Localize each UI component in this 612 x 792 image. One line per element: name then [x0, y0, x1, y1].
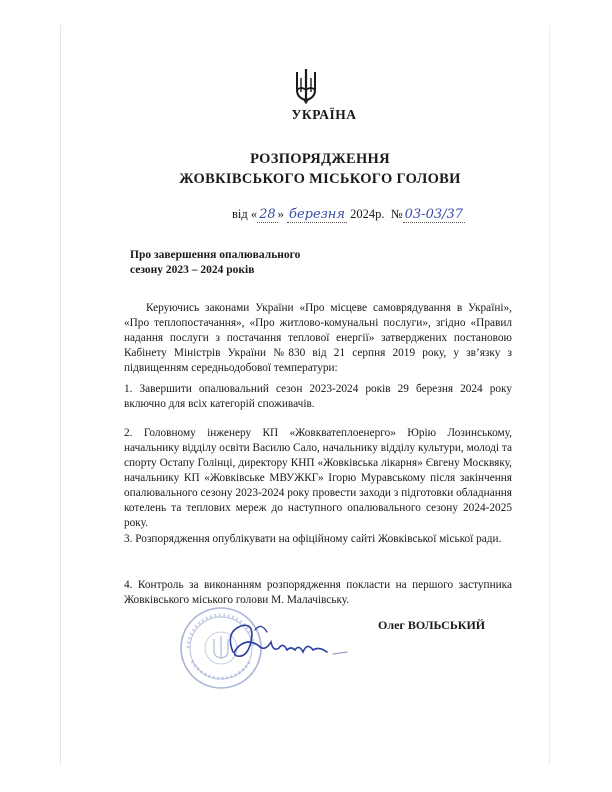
date-day: 28	[259, 207, 276, 222]
document-title: РОЗПОРЯДЖЕННЯ	[250, 151, 390, 167]
date-and-number-line	[232, 207, 465, 223]
subject-line-2: сезону 2023 – 2024 років	[130, 264, 255, 276]
subject-line-1: Про завершення опалювального	[130, 249, 301, 261]
document-subtitle: ЖОВКІВСЬКОГО МІСЬКОГО ГОЛОВИ	[179, 171, 461, 187]
item-1-paragraph: 1. Завершити опалювальний сезон 2023-2024 років 29 березня 2024 року включно для всіх категорій споживачів.	[124, 383, 512, 410]
date-year: 2024р.	[350, 207, 385, 221]
item-3-paragraph: 3. Розпорядження опублікувати на офіційному сайті Жовківської міської ради.	[124, 533, 502, 545]
date-prefix: від «	[232, 207, 258, 221]
trident-emblem-icon	[295, 68, 317, 104]
date-month: березня	[289, 207, 345, 222]
handwritten-signature-icon	[215, 612, 375, 672]
item-4-paragraph: 4. Контроль за виконанням розпорядження покласти на першого заступника Жовківського міського голови М. Малачівську.	[124, 579, 512, 606]
number-label: №	[390, 207, 403, 221]
page-edge-left	[60, 25, 61, 765]
page-edge-right	[549, 25, 550, 765]
date-day-close: »	[277, 207, 284, 221]
subject-heading	[130, 248, 300, 278]
signer-name: Олег ВОЛЬСЬКИЙ	[378, 618, 486, 632]
country-name: УКРАЇНА	[291, 107, 357, 122]
item-2-paragraph: 2. Головному інженеру КП «Жовкватеплоенерго» Юрію Лозинському, начальнику відділу освіти Василю Сало, начальнику відділу культури, молоді та спорту Остапу Голінці, директору КНП «Жовківська лікарня» Євгену Москвяку, начальнику КП «Жовківське МВУЖКГ» Ігорю Муравському після закінчення опалювального сезону 2023-2024 року провести заходи з підготовки обладнання котелень та теплових мереж до наступного опалювального сезону 2024-2025 року.	[124, 427, 512, 529]
document-number: 03-03/37	[404, 207, 464, 222]
preamble-paragraph: Керуючись законами України «Про місцеве самоврядування в Україні», «Про теплопостачання», «Про житлово-комунальні послуги», згідно «Правил надання послуги з постачання теплової енергії» затверджених постановою Кабінету Міністрів України №830 від 21 серпня 2019 року, у зв’язку з підвищенням середньодобової температури:	[124, 302, 512, 374]
